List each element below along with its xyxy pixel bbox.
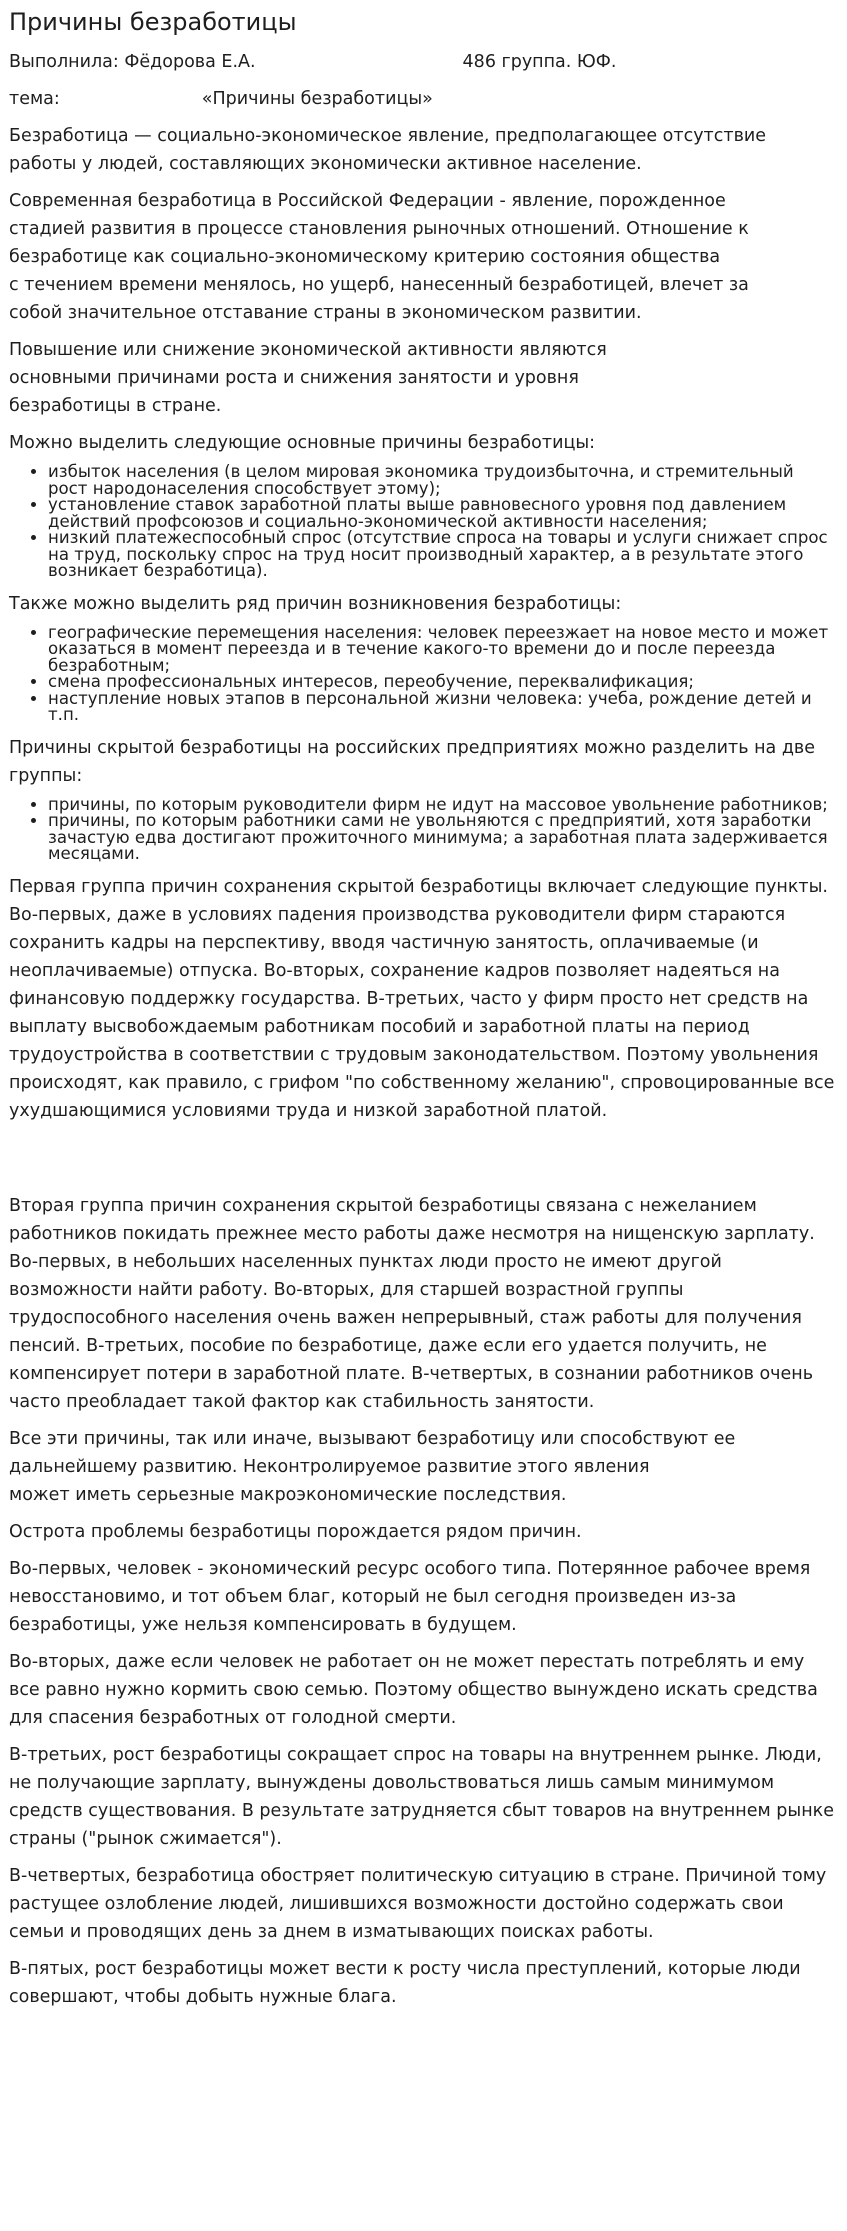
text-line: стадией развития в процессе становления рыночных отношений. Отношение к bbox=[9, 219, 749, 239]
text-line: Все эти причины, так или иначе, вызывают безработицу или способствуют ее bbox=[9, 1428, 736, 1449]
reason-second: Во-вторых, даже если человек не работает он не может перестать потреблять и ему все равно нужно кормить свою семью. Поэтому общество вынуждено искать средства для спасения безработных от голодной смерти. bbox=[9, 1651, 818, 1728]
text-line: безработице как социально-экономическому критерию состояния общества bbox=[9, 247, 721, 267]
hidden-causes-list bbox=[9, 794, 837, 863]
topic-line bbox=[9, 85, 837, 113]
list-item: • установление ставок заработной платы выше равновесного уровня под давлением действий профсоюзов и социально-экономической активности населения; bbox=[48, 497, 837, 530]
list-item: • причины, по которым руководители фирм не идут на массовое увольнение работников; bbox=[48, 797, 837, 814]
document-title: Причины безработицы bbox=[9, 8, 297, 36]
text-line: Повышение или снижение экономической активности являются bbox=[9, 340, 607, 360]
list-item: • низкий платежеспособный спрос (отсутствие спроса на товары и услуги снижает спрос на труд, поскольку спрос на труд носит производный характер, а в результате этого возникает безработица). bbox=[48, 530, 837, 580]
main-causes-list bbox=[9, 464, 837, 580]
blank-space bbox=[9, 1134, 837, 1192]
russia-paragraph bbox=[9, 187, 837, 327]
second-group-paragraph: Вторая группа причин сохранения скрытой безработицы связана с нежеланием работников покидать прежнее место работы даже несмотря на нищенскую зарплату. Во-первых, в небольших населенных пунктах люди просто не имеют другой возможности найти работу. Во-вторых, для старшей возрастной группы трудоспособного населения очень важен непрерывный, стаж работы для получения пенсий. В-третьих, пособие по безработице, даже если его удается получить, не компенсирует потери в заработной плате. В-четвертых, в сознании работников очень часто преобладает такой фактор как стабильность занятости. bbox=[9, 1195, 815, 1412]
list-item: • географические перемещения населения: человек переезжает на новое место и может оказаться в момент переезда и в течение какого-то времени до и после переезда безработным; bbox=[48, 625, 837, 675]
topic-value: «Причины безработицы» bbox=[201, 89, 433, 109]
text-line: собой значительное отставание страны в экономическом развитии. bbox=[9, 303, 642, 323]
first-group-paragraph: Первая группа причин сохранения скрытой безработицы включает следующие пункты. Во-первых, даже в условиях падения производства руководители фирм стараются сохранить кадры на перспективу, вводя частичную занятость, оплачиваемые (и неоплачиваемые) отпуска. Во-вторых, сохранение кадров позволяет надеяться на финансовую поддержку государства. В-третьих, часто у фирм просто нет средств на выплату высвобождаемым работникам пособий и заработной платы на период трудоустройства в соответствии с трудовым законодательством. Поэтому увольнения происходят, как правило, с грифом "по собственному желанию", спровоцированные все ухудшающимися условиями труда и низкой заработной платой. bbox=[9, 876, 835, 1121]
author-line bbox=[9, 48, 837, 76]
reason-fifth: В-пятых, рост безработицы может вести к росту числа преступлений, которые люди совершают, чтобы добыть нужные блага. bbox=[9, 1958, 801, 2007]
text-line: дальнейшему развитию. Неконтролируемое развитие этого явления bbox=[9, 1456, 650, 1477]
severity-intro: Острота проблемы безработицы порождается рядом причин. bbox=[9, 1521, 582, 1542]
list-item: • наступление новых этапов в персональной жизни человека: учеба, рождение детей и т.п. bbox=[48, 691, 837, 724]
other-causes-intro: Также можно выделить ряд причин возникновения безработицы: bbox=[9, 593, 622, 614]
text-line: с течением времени менялось, но ущерб, нанесенный безработицей, влечет за bbox=[9, 275, 749, 295]
list-item: • смена профессиональных интересов, переобучение, переквалификация; bbox=[48, 674, 837, 691]
document bbox=[0, 8, 847, 2011]
list-item: • избыток населения (в целом мировая экономика трудоизбыточна, и стремительный рост народонаселения способствует этому); bbox=[48, 464, 837, 497]
list-item: • причины, по которым работники сами не увольняются с предприятий, хотя заработки зачастую едва достигают прожиточного минимума; а заработная плата задерживается месяцами. bbox=[48, 813, 837, 863]
consequences-paragraph bbox=[9, 1425, 837, 1509]
text-line: безработицы в стране. bbox=[9, 396, 222, 416]
reason-third: В-третьих, рост безработицы сокращает спрос на товары на внутреннем рынке. Люди, не получающие зарплату, вынуждены довольствоваться лишь самым минимумом средств существования. В результате затрудняется сбыт товаров на внутреннем рынке страны ("рынок сжимается"). bbox=[9, 1744, 834, 1849]
text-line: Современная безработица в Российской Федерации - явление, порожденное bbox=[9, 191, 726, 211]
main-causes-intro: Можно выделить следующие основные причины безработицы: bbox=[9, 433, 596, 453]
hidden-causes-intro: Причины скрытой безработицы на российских предприятиях можно разделить на две группы: bbox=[9, 737, 816, 786]
definition-paragraph: Безработица — социально-экономическое явление, предполагающее отсутствие работы у людей, составляющих экономически активное население. bbox=[9, 126, 767, 174]
text-line: основными причинами роста и снижения занятости и уровня bbox=[9, 368, 579, 388]
group-label: 486 группа. ЮФ. bbox=[462, 52, 617, 72]
text-line: может иметь серьезные макроэкономические последствия. bbox=[9, 1484, 567, 1505]
reason-fourth: В-четвертых, безработица обостряет политическую ситуацию в стране. Причиной тому растущее озлобление людей, лишившихся возможности достойно содержать свои семьи и проводящих день за днем в изматывающих поисках работы. bbox=[9, 1865, 827, 1942]
topic-label: тема: bbox=[9, 89, 60, 109]
author-label: Выполнила: Фёдорова Е.А. bbox=[9, 52, 256, 72]
other-causes-list bbox=[9, 622, 837, 724]
reason-first: Во-первых, человек - экономический ресурс особого типа. Потерянное рабочее время невосстановимо, и тот объем благ, который не был сегодня произведен из-за безработицы, уже нельзя компенсировать в будущем. bbox=[9, 1558, 811, 1635]
activity-paragraph bbox=[9, 336, 837, 420]
